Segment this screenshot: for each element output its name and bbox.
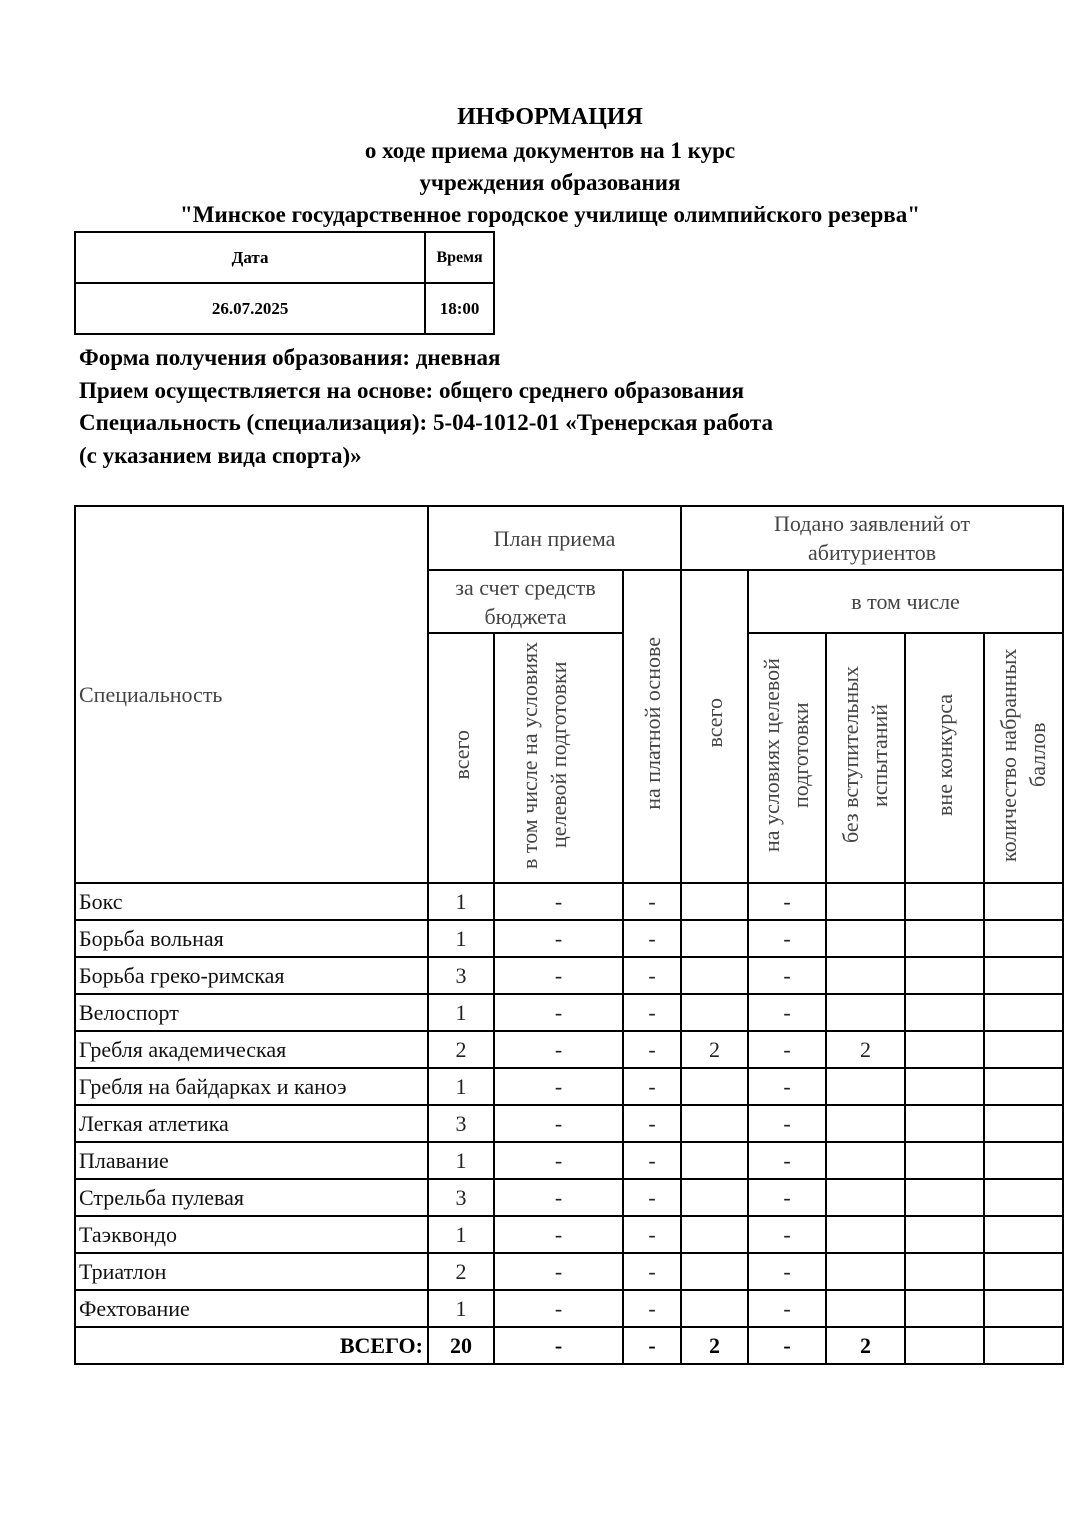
education-form: Форма получения образования: дневная [79, 345, 501, 370]
no-exams-cell [826, 1068, 905, 1105]
app-total-cell [681, 883, 748, 920]
specialty-header: Специальность [75, 506, 428, 883]
specialty-line-2: (с указанием вида спорта)» [79, 443, 362, 468]
app-target-cell: - [748, 1068, 826, 1105]
sport-name-cell: Гребля на байдарках и каноэ [75, 1068, 428, 1105]
plan-target-cell: - [494, 920, 623, 957]
scores-header [984, 633, 1063, 883]
no-exams-cell [826, 1142, 905, 1179]
app-total-header [681, 570, 748, 883]
plan-total-cell: 1 [428, 994, 494, 1031]
plan-total-cell: 3 [428, 957, 494, 994]
no-contest-cell [905, 1142, 984, 1179]
paid-cell: - [623, 920, 681, 957]
plan-target-cell: - [494, 1068, 623, 1105]
scores-cell [984, 1031, 1063, 1068]
budget-header: за счет средств бюджета [428, 570, 623, 633]
scores-cell [984, 1216, 1063, 1253]
plan-target-cell: - [494, 1290, 623, 1327]
table-row [75, 883, 1063, 920]
plan-target-header-label: в том числе на условиях целевой подготовки [516, 640, 571, 869]
sport-name-cell: Фехтование [75, 1290, 428, 1327]
sport-name-cell: Легкая атлетика [75, 1105, 428, 1142]
app-total-header-label: всего [702, 698, 728, 748]
app-target-cell: - [748, 994, 826, 1031]
app-total-cell [681, 1142, 748, 1179]
including-header: в том числе [748, 570, 1063, 633]
scores-cell [984, 1142, 1063, 1179]
total-label: ВСЕГО: [75, 1327, 428, 1364]
paid-cell: - [623, 1290, 681, 1327]
no-exams-header-label: без вступительных испытаний [837, 666, 892, 843]
app-total-cell [681, 1068, 748, 1105]
paid-cell: - [623, 1068, 681, 1105]
plan-total-cell: 1 [428, 920, 494, 957]
app-target-cell: - [748, 1105, 826, 1142]
table-row [75, 1179, 1063, 1216]
date-value: 26.07.2025 [75, 283, 425, 334]
document-subtitle-line-2: учреждения образования [419, 170, 681, 195]
date-label: Дата [75, 232, 425, 283]
paid-header [623, 570, 681, 883]
no-contest-header-label: вне конкурса [932, 693, 958, 816]
admission-table [74, 505, 1064, 1365]
app-target-cell: - [748, 957, 826, 994]
app-total-cell [681, 1105, 748, 1142]
sport-name-cell: Стрельба пулевая [75, 1179, 428, 1216]
app-total-cell [681, 1253, 748, 1290]
no-contest-cell [905, 1105, 984, 1142]
total-no-exams-cell: 2 [826, 1327, 905, 1364]
no-contest-cell [905, 883, 984, 920]
plan-target-header [494, 633, 623, 883]
plan-target-cell: - [494, 994, 623, 1031]
sport-name-cell: Бокс [75, 883, 428, 920]
sport-name-cell: Триатлон [75, 1253, 428, 1290]
table-row [75, 957, 1063, 994]
sport-name-cell: Борьба вольная [75, 920, 428, 957]
app-target-cell: - [748, 1179, 826, 1216]
total-app-total-cell: 2 [681, 1327, 748, 1364]
plan-total-header [428, 633, 494, 883]
paid-cell: - [623, 1253, 681, 1290]
app-target-header-label: на условиях целевой подготовки [759, 657, 814, 852]
no-exams-cell [826, 1179, 905, 1216]
plan-header: План приема [428, 506, 681, 570]
plan-target-cell: - [494, 1216, 623, 1253]
app-target-cell: - [748, 1031, 826, 1068]
admission-basis: Прием осуществляется на основе: общего среднего образования [79, 378, 745, 403]
app-total-cell [681, 1179, 748, 1216]
no-exams-cell [826, 957, 905, 994]
plan-target-cell: - [494, 1253, 623, 1290]
total-no-contest-cell [905, 1327, 984, 1364]
no-exams-cell [826, 1290, 905, 1327]
no-exams-header [826, 633, 905, 883]
table-row [75, 994, 1063, 1031]
paid-header-label: на платной основе [639, 636, 665, 810]
paid-cell: - [623, 1216, 681, 1253]
plan-total-header-label: всего [448, 729, 474, 780]
app-target-cell: - [748, 1216, 826, 1253]
table-row [75, 1216, 1063, 1253]
time-value: 18:00 [425, 283, 494, 334]
paid-cell: - [623, 957, 681, 994]
no-contest-cell [905, 1031, 984, 1068]
plan-target-cell: - [494, 1142, 623, 1179]
sport-name-cell: Таэквондо [75, 1216, 428, 1253]
plan-total-cell: 3 [428, 1105, 494, 1142]
no-contest-cell [905, 957, 984, 994]
plan-total-cell: 1 [428, 1142, 494, 1179]
scores-cell [984, 920, 1063, 957]
total-paid-cell: - [623, 1327, 681, 1364]
time-label: Время [425, 232, 494, 283]
scores-cell [984, 1253, 1063, 1290]
plan-target-cell: - [494, 1105, 623, 1142]
table-row [75, 1105, 1063, 1142]
table-row [75, 1142, 1063, 1179]
scores-header-label: количество набранных баллов [995, 647, 1050, 862]
plan-target-cell: - [494, 957, 623, 994]
paid-cell: - [623, 994, 681, 1031]
paid-cell: - [623, 1105, 681, 1142]
no-contest-header [905, 633, 984, 883]
table-row [75, 920, 1063, 957]
scores-cell [984, 957, 1063, 994]
total-plan-total-cell: 20 [428, 1327, 494, 1364]
no-exams-cell [826, 883, 905, 920]
app-total-cell [681, 994, 748, 1031]
sport-name-cell: Плавание [75, 1142, 428, 1179]
no-contest-cell [905, 1216, 984, 1253]
app-target-header [748, 633, 826, 883]
no-contest-cell [905, 1068, 984, 1105]
app-target-cell: - [748, 883, 826, 920]
paid-cell: - [623, 883, 681, 920]
paid-cell: - [623, 1179, 681, 1216]
plan-total-cell: 3 [428, 1179, 494, 1216]
paid-cell: - [623, 1031, 681, 1068]
no-contest-cell [905, 1290, 984, 1327]
paid-cell: - [623, 1142, 681, 1179]
document-title: ИНФОРМАЦИЯ [457, 104, 643, 130]
total-plan-target-cell: - [494, 1327, 623, 1364]
app-total-cell [681, 957, 748, 994]
plan-total-cell: 2 [428, 1031, 494, 1068]
no-contest-cell [905, 1179, 984, 1216]
app-total-cell [681, 1290, 748, 1327]
table-row [75, 1290, 1063, 1327]
no-exams-cell [826, 1216, 905, 1253]
plan-target-cell: - [494, 883, 623, 920]
scores-cell [984, 1179, 1063, 1216]
total-scores-cell [984, 1327, 1063, 1364]
scores-cell [984, 994, 1063, 1031]
total-app-target-cell: - [748, 1327, 826, 1364]
no-exams-cell [826, 920, 905, 957]
plan-total-cell: 2 [428, 1253, 494, 1290]
app-total-cell: 2 [681, 1031, 748, 1068]
sport-name-cell: Велоспорт [75, 994, 428, 1031]
sport-name-cell: Гребля академическая [75, 1031, 428, 1068]
plan-total-cell: 1 [428, 1290, 494, 1327]
plan-total-cell: 1 [428, 1216, 494, 1253]
table-row [75, 1031, 1063, 1068]
no-contest-cell [905, 920, 984, 957]
datetime-table [74, 231, 495, 335]
scores-cell [984, 1105, 1063, 1142]
scores-cell [984, 1290, 1063, 1327]
app-total-cell [681, 1216, 748, 1253]
sport-name-cell: Борьба греко-римская [75, 957, 428, 994]
no-exams-cell: 2 [826, 1031, 905, 1068]
app-target-cell: - [748, 920, 826, 957]
no-contest-cell [905, 1253, 984, 1290]
app-target-cell: - [748, 1142, 826, 1179]
no-exams-cell [826, 1253, 905, 1290]
app-total-cell [681, 920, 748, 957]
specialty-line-1: Специальность (специализация): 5-04-1012-01 «Тренерская работа [79, 410, 773, 435]
app-target-cell: - [748, 1290, 826, 1327]
total-row [75, 1327, 1063, 1364]
no-exams-cell [826, 1105, 905, 1142]
scores-cell [984, 883, 1063, 920]
document-subtitle-line-1: о ходе приема документов на 1 курс [364, 138, 736, 163]
app-target-cell: - [748, 1253, 826, 1290]
no-contest-cell [905, 994, 984, 1031]
table-row [75, 1068, 1063, 1105]
plan-total-cell: 1 [428, 883, 494, 920]
applications-header: Подано заявлений от абитуриентов [681, 506, 1063, 570]
plan-target-cell: - [494, 1031, 623, 1068]
scores-cell [984, 1068, 1063, 1105]
institution-name: "Минское государственное городское училище олимпийского резерва" [180, 202, 920, 227]
no-exams-cell [826, 994, 905, 1031]
table-row [75, 1253, 1063, 1290]
plan-total-cell: 1 [428, 1068, 494, 1105]
plan-target-cell: - [494, 1179, 623, 1216]
